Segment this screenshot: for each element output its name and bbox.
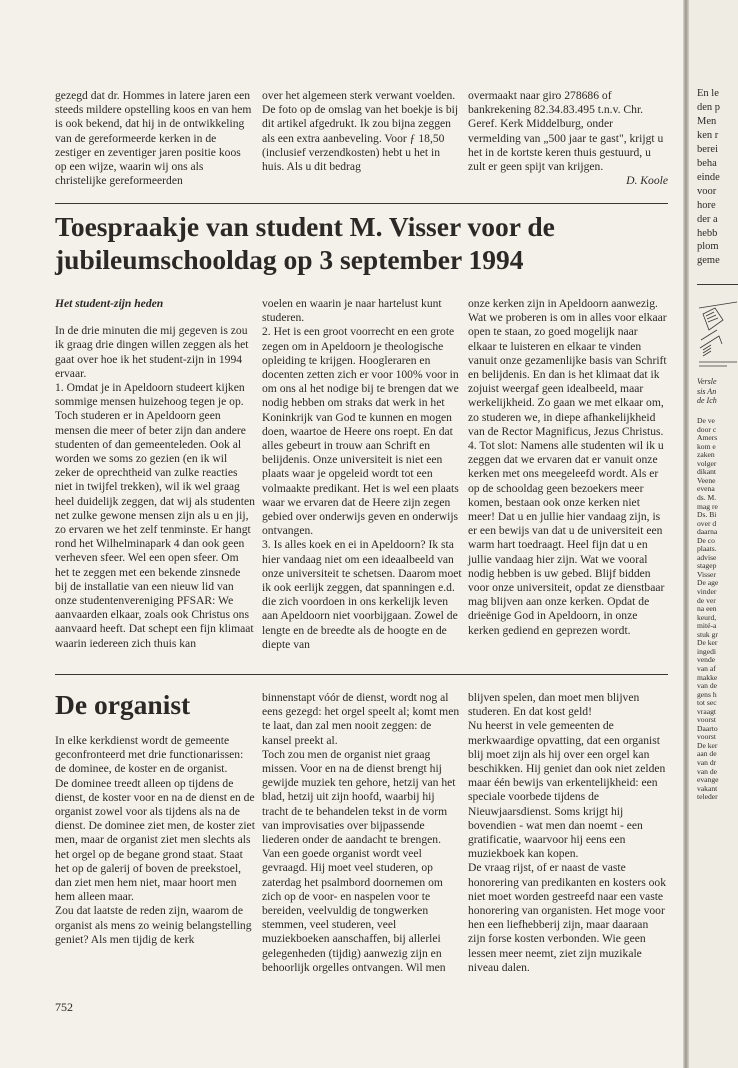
right-page-line: makke [697,672,718,682]
right-page-line: mag re [697,501,718,511]
top-col-2 [262,89,462,174]
organist-col-1-p1: In elke kerkdienst wordt de gemeente geconfronteerd met drie functionarissen: de dominee, de koster en de organist. [55,734,244,776]
right-page-line: evena [697,484,715,494]
right-page-line: zaken [697,450,715,460]
right-page-line: mité-a [697,621,717,631]
right-page-line: van dr [697,758,717,767]
right-page-line: voor [697,185,717,197]
right-page-line: door c [697,424,717,434]
speech-col-2-p1: voelen en waarin je naar hartelust kunt studeren. [262,297,442,325]
right-page-line: advise [697,552,717,562]
right-page-line: voorst [697,732,716,742]
right-page-line: vakant [697,783,718,793]
rule-top [55,203,668,204]
right-page-line: volger [697,458,717,468]
speech-subheading: Het student-zijn heden [55,297,164,310]
signature: D. Koole [626,174,668,188]
right-page-line: keurd, [697,612,717,622]
right-page-line: plaats. [697,544,717,554]
right-page-line: Amers [697,433,718,443]
organist-title: De organist [55,689,191,720]
right-page-line: berei [697,143,718,155]
speech-col-1-p2: 1. Omdat je in Apeldoorn studeert kijken sommige mensen huizehoog tegen je op. Toch studeren er in Apeldoorn geen mensen die meer of beter zijn dan andere studenten of dan gemeenteleden. Ook al worden we soms zo gezien (en ik wil zeker de oprechtheid van zulke reacties niet in twijfel trekken), wil ik wel graag heel duidelijk zeggen, dat wij als studenten net zulke gewone mensen zijn als u en jij, zo ervaren we het zelf tenminste. Er hangt rond het Wilhelminapark 4 dan ook geen verheven sfeer. Wel een open sfeer. Om het te zeggen met een bekende zinsnede bij de installatie van een nieuw lid van onze studentenvereniging PFSAR: We aanvaarden elkaar, zoals ook Christus ons aanvaard heeft. Dat schept een fijn klimaat waarin iedereen zich thuis kan [55,381,255,650]
right-page-line: ingedi [697,646,716,656]
right-page-line: kom e [697,441,716,451]
right-page-line: teleder [697,792,718,802]
right-page-line: dikant [697,467,716,477]
right-page-line: De co [697,535,715,545]
right-page-rule [697,284,738,285]
organist-col-2 [262,691,462,975]
speech-col-1 [55,297,255,651]
top-col-1-text: gezegd dat dr. Hommes in latere jaren een steeds mildere opstelling koos en van hem is ook bekend, dat hij in de ontwikkeling van de gereformeerde kerken in de zestiger en zeventiger jaren positie koos op een wijze, waarin wij ons als christelijke gereformeerden [55,89,252,188]
right-page-line: geme [697,255,720,267]
right-page-line: aan de [697,749,717,759]
right-page-line: de Ich [697,396,717,405]
right-page-line: over d [697,518,717,528]
right-page-line: daarna [697,527,718,537]
right-page-line: vende [697,655,716,665]
right-page-line: beha [697,157,717,169]
right-page-line: hore [697,199,716,211]
right-page-line: van af [697,663,716,673]
right-page-line: En le [697,88,719,99]
page-number: 752 [55,1000,73,1014]
speech-col-1-p1: In de drie minuten die mij gegeven is zou ik graag drie dingen willen zeggen als het gaat over hoe ik het student-zijn in 1994 ervaar. [55,324,249,380]
speech-col-3-p2: 4. Tot slot: Namens alle studenten wil ik u zeggen dat we ervaren dat er vanuit onze kerken met ons meegeleefd wordt. Als er op de schooldag geen bezoekers meer komen, bestaan ook onze kerken niet meer! Dat u en jullie hier vandaag zijn, is er een bewijs van dat u de universiteit een warm hart toedraagt. Heel fijn dat u en jullie vandaag hier zijn. Wat we vooral nodig hebben is uw gebed. Blijf bidden voor onze universiteit, opdat ze dienstbaar mag blijven aan onze kerken. Opdat de drieënige God in Apeldoorn, in onze kerken gediend en geprezen wordt. [468,439,665,637]
right-page-line: van de [697,766,718,776]
right-page [689,0,738,1068]
right-page-line: vraagt [697,706,716,716]
rule-middle [55,674,668,675]
right-page-line: Visser [697,569,716,579]
right-page-line: plom [697,241,719,253]
right-page-line: voorst [697,715,716,725]
speech-title: Toespraakje van student M. Visser voor de jubileumschooldag op 3 september 1994 [55,211,555,275]
top-col-3 [468,89,668,188]
speech-col-2-p3: 3. Is alles koek en ei in Apeldoorn? Ik sta hier vandaag niet om een ideaalbeeld van onze universiteit te schetsen. Daarom moet ik ook eerlijk zeggen, dat spanningen e.d. die zich voordoen in ons kerkelijk leven aan Apeldoorn niet voorbijgaan. Zowel de lengte en de breedte als de hoogte en de diepte van [262,538,462,651]
right-page-line: Daarto [697,723,718,733]
right-page-line: De age [697,578,719,588]
right-page-line: De ve [697,416,715,425]
organist-col-3 [468,691,668,975]
organist-col-3-p2: Nu heerst in vele gemeenten de merkwaardige opvatting, dat een organist blij moet zijn als hij over een orgel kan beschikken. Hij geniet dan ook niet zelden maar één bewijs van erkentelijkheid: een speciale voorbede tijdens de Nieuwjaarsdienst. Soms krijgt hij bovendien - wat men dan noemt - een gratificatie, waarvoor hij eens een muziekboek kan kopen. [468,719,666,861]
right-page-line: ds. M. [697,492,717,502]
top-col-1 [55,89,255,188]
speech-col-3-p1: onze kerken zijn in Apeldoorn aanwezig. Wat we proberen is om in alles voor elkaar open te staan, zo goed mogelijk naar elkaar te luisteren en elkaar te vinden vanuit onze gezamenlijke basis van Schrift en belijdenis. En dan is het klimaat dat ik zojuist weergaf geen idealbeeld, maar werkelijkheid. Zo gaan we met elkaar om, zo studeren we, in diepe afhankelijkheid van de Rector Magnificus, Jezus Christus. [468,297,667,438]
speech-col-2-p2: 2. Het is een groot voorrecht en een grote zegen om in Apeldoorn je theologische opleiding te krijgen. Hoogleraren en docenten zetten zich er voor 100% voor in om ons al het nodige bij te brengen dat we nodig hebben om straks dat werk in het Koninkrijk van God te kunnen en mogen doen, waartoe de Heere ons roept. En dat alles gebeurt in trouw aan Schrift en belijdenis. Onze universiteit is niet een plaats waar je opgeleid wordt tot een volmaakte predikant. Het is wel een plaats waar we ervaren dat de Heere zijn zegen gebied over onderwijs geven en onderwijs ontvangen. [262,325,459,538]
right-page-line: De ker [697,638,718,648]
right-page-line: evange [697,775,719,785]
right-page-line: Ds. Bi [697,510,717,520]
right-page-line: Versle [697,377,717,386]
organist-col-2-p2: Toch zou men de organist niet graag missen. Voor en na de dienst brengt hij gewijde muziek ten gehore, hetzij van het blad, hetzij uit zijn hoofd, waarbij hij tracht de te behandelen tekst in de vorm van improvisaties over bijpassende liederen onder de aandacht te brengen. [262,747,456,847]
top-col-2-text: over het algemeen sterk verwant voelden. De foto op de omslag van het boekje is bij dit artikel afgedrukt. Ik zou bijna zeggen als een extra aanbeveling. Voor ƒ 18,50 (inclusief verzendkosten) hebt u het in huis. Als u dit bedrag [262,89,459,174]
right-page-line: van de [697,681,718,691]
right-page-line: De ker [697,740,718,750]
organist-col-3-p1: blijven spelen, dan moet men blijven studeren. En dat kost geld! [468,691,640,719]
right-page-line: stagep [697,561,717,571]
organist-col-1 [55,734,255,947]
right-page-line: der a [697,213,718,225]
right-page-line: Veene [697,475,716,485]
speech-col-2 [262,297,462,652]
right-page-line: hebb [697,227,718,239]
right-page-line: de ver [697,595,716,605]
right-page-line: einde [697,171,720,183]
speech-col-3 [468,297,668,638]
organist-col-1-p2: De dominee treedt alleen op tijdens de dienst, de koster voor en na de dienst en de organist zowel voor als tijdens als na de dienst. De dominee ziet men, de koster ziet men, maar de organist ziet men slechts als het orgel op de begane grond staat. Staat het op de galerij of boven de preekstoel, dan ziet men hem niet, maar hoort men hem alleen maar. [55,776,255,904]
right-page-line: ken r [697,129,719,141]
right-page-line: gens h [697,689,717,699]
right-page-line: Men [697,115,717,127]
organist-col-2-p1: binnenstapt vóór de dienst, wordt nog al eens gezegd: het orgel speelt al; komt men te laat, dan zal men nooit zeggen: de kansel preekt al. [262,691,460,747]
right-page-line: vinder [697,587,717,596]
right-page-line: tot sec [697,698,717,708]
right-page-line: sis An [697,386,717,396]
organist-col-1-p3: Zou dat laatste de reden zijn, waarom de organist als mens zo weinig belangstelling geniet? Als men tijdig de kerk [55,904,252,946]
right-page-line: na een [697,604,717,614]
right-page-line: stuk gr [697,629,718,639]
right-page-line: den p [697,101,721,113]
organist-col-2-p3: Van een goede organist wordt veel gevraagd. Hij moet veel studeren, op zaterdag het psalmbord doornemen om zich op de voor- en naspelen voor te bereiden, veelvuldig de tongwerken stemmen, veel studeren, veel muziekboeken aanschaffen, bij allerlei gelegenheden (tijdig) aanwezig zijn en behoorlijk orgelles ontvangen. Wil men [262,847,446,974]
top-col-3-text: overmaakt naar giro 278686 of bankrekening 82.34.83.495 t.n.v. Chr. Geref. Kerk Middelburg, onder vermelding van „500 jaar te gast", krijgt u het in de kortste keren thuis gestuurd, u zult er geen spijt van krijgen. [468,89,664,174]
organist-col-3-p3: De vraag rijst, of er naast de vaste honorering van predikanten en kosters ook niet moet worden gestreefd naar een vaste honorering van organisten. Het moge voor hen een liefhebberij zijn, maar daaraan zijn forse kosten verbonden. Wie geen lessen meer neemt, ziet zijn muzikale niveau dalen. [468,861,667,974]
illustration-fragment [697,300,738,370]
